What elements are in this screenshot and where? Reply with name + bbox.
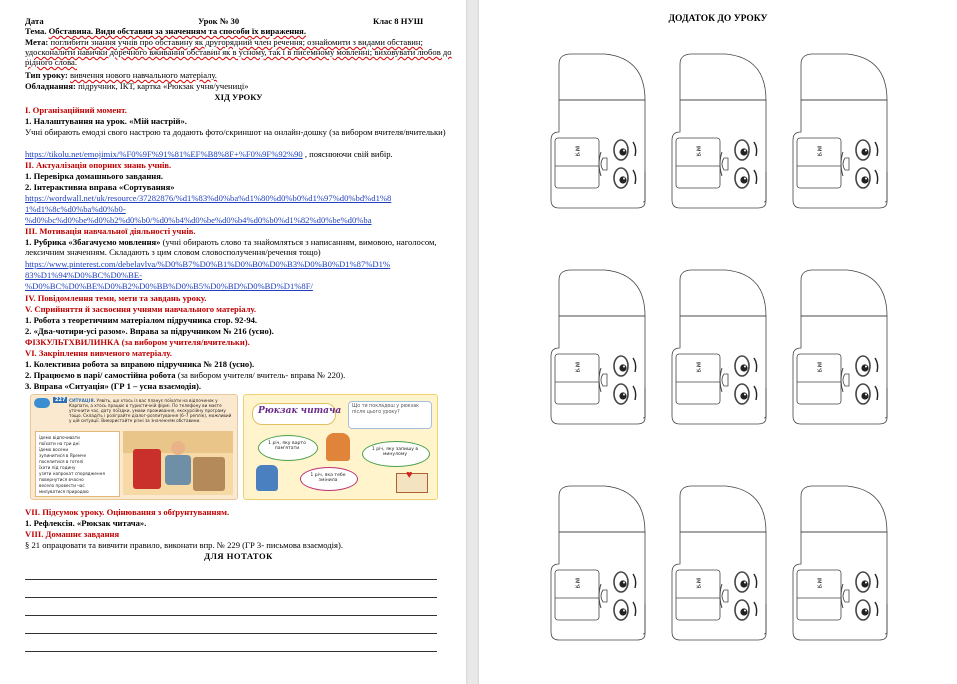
note-line <box>25 651 437 652</box>
phrase-list <box>35 431 120 497</box>
topic-text: Обставина. Види обставин за значенням та способи їх вираження. <box>48 26 306 36</box>
traveler-photo <box>123 431 233 495</box>
section-2-heading: ІІ. Актуалізація опорних знань учнів. <box>25 160 172 170</box>
topic-line: Тема. Обставина. Види обставин за значенням та способи їх вираження. <box>25 26 306 36</box>
note-line <box>25 615 437 616</box>
lesson-plan-page <box>0 0 466 684</box>
section-1-link-line: https://tikolu.net/emojimix/%F0%9F%91%81%EF%B8%8F+%F0%9F%92%90 , пояснюючи свій вибір. <box>25 149 393 159</box>
pinterest-link-2[interactable]: 83%D1%94%D0%BC%D0%BE- <box>25 270 142 280</box>
name-label: ІМ'Я <box>694 145 701 157</box>
phrase-item: поїхати на три дні <box>39 441 80 446</box>
section-1-text: Учні обирають емодзі свого настрою та додають фото/скриншот на онлайн-дошку (за вибором вчителя/вчительки) <box>25 127 446 137</box>
goal-paragraph: Мета: поглибити знання учнів про обставину як другорядний член речення; ознайомити з видами обставин; удосконалити навички доречного вживання обставин як в усному, так і в писемному мовленні; виховувати любов до рідного слова. <box>25 37 452 67</box>
backpack-template <box>662 52 769 210</box>
bubble-remember: 1 річ, яку варто пам'ятати <box>268 441 306 451</box>
backpack-template <box>662 268 769 426</box>
backpack-template <box>662 484 769 642</box>
name-label: ІМ'Я <box>815 577 822 589</box>
suitcase-icon <box>133 449 161 489</box>
name-label: ІМ'Я <box>694 361 701 373</box>
pinterest-link-1[interactable]: https://www.pinterest.com/debelavlva/%D0%B7%D0%B1%D0%B0%D0%B3%D0%B0%D1%87%D1% <box>25 259 391 269</box>
emoji-link[interactable]: https://tikolu.net/emojimix/%F0%9F%91%81%EF%B8%8F+%F0%9F%92%90 <box>25 149 303 159</box>
name-label: ІМ'Я <box>573 577 580 589</box>
section-7-item-1: 1. Рефлексія. «Рюкзак читача». <box>25 518 147 528</box>
lesson-number: Урок № 30 <box>198 16 240 26</box>
backpack-icon <box>256 465 278 491</box>
appendix-title: ДОДАТОК ДО УРОКУ <box>668 14 768 24</box>
wordwall-link-3[interactable]: %d0%bc%d0%be%d0%b2%d0%b0/%d0%b4%d0%be%d0%b4%d0%b0%d1%82%d0%be%d0%ba <box>25 215 372 225</box>
phrase-item: поселитися в готелі <box>39 459 84 464</box>
name-label: ІМ'Я <box>573 361 580 373</box>
section-6-item-1: 1. Колективна робота за вправою підручника № 218 (усно). <box>25 359 255 369</box>
section-5-item-1: 1. Робота з теоретичним матеріалом підручника стор. 92-94. <box>25 315 258 325</box>
backpack-template <box>541 268 648 426</box>
wordwall-link-2[interactable]: 1%d1%8c%d0%ba%d0%b0- <box>25 204 126 214</box>
section-2-item-1: 1. Перевірка домашнього завдання. <box>25 171 164 181</box>
class-label: Клас 8 НУШ <box>373 16 424 26</box>
wordwall-link-1[interactable]: https://wordwall.net/uk/resource/37282876/%d1%83%d0%ba%d1%80%d0%b0%d1%97%d0%bd%d1%8 <box>25 193 392 203</box>
phrase-item: узяти напрокат спорядження <box>39 471 105 476</box>
backpack-template <box>783 52 890 210</box>
backpack-orange-icon <box>326 433 350 461</box>
phrase-item: зупинитися в Яремче <box>39 453 87 458</box>
note-line <box>25 597 437 598</box>
appendix-page <box>479 0 957 684</box>
goal-text: поглибити знання учнів про обставину як другорядний член речення; ознайомити з видами обставин; удосконалити навички доречного вживання обставин як в усному, так і в писемному мовленні; виховувати любов до рідного слова. <box>25 37 452 67</box>
pinterest-link-3[interactable]: %D0%BC%D0%BE%D0%B2%D0%BB%D0%B5%D0%BD%D0%BD%D1%8F/ <box>25 281 313 291</box>
phrase-item: їдемо відпочивати <box>39 435 80 440</box>
note-line <box>25 579 437 580</box>
section-3-paragraph: 1. Рубрика «Збагачуємо мовлення» (учні обирають слово та знайомляться з написанням, вимовою, наголосом, лексичним значенням. Складають з цим словом словосполучення/речення тощо) <box>25 237 437 257</box>
card-title: Рюкзак читача <box>258 406 342 416</box>
section-2-item-2: 2. Інтерактивна вправа «Сортування» <box>25 182 175 192</box>
card-question: Що ти покладеш у рюкзак після цього уроку? <box>352 404 420 415</box>
lesson-type-line: Тип уроку: вивчення нового навчального матеріалу. <box>25 70 217 80</box>
name-label: ІМ'Я <box>694 577 701 589</box>
backpack-template <box>541 484 648 642</box>
date-label: Дата <box>25 16 44 26</box>
section-8-heading: VIII. Домашнє завдання <box>25 529 120 539</box>
situation-text: СИТУАЦІЯ. Уявіть, що хтось із вас планує поїхати на відпочинок у Карпати, а хтось працює в туристичній фірмі. По телефону ви маєте уточнити час, дату поїздки, умови проживання, екскурсійну програму тощо. Складіть і розіграйте діалог-розпитування (6–7 реплік), можливий у цій ситуації. Використайте різні за значенням обставини. <box>69 398 232 423</box>
phrase-item: милуватися природою <box>39 489 89 494</box>
phrase-item: весело провести час <box>39 483 85 488</box>
section-5-item-2: 2. «Два-чотири-усі разом». Вправа за підручником № 216 (усно). <box>25 326 274 336</box>
header-row <box>25 16 452 26</box>
megaphone-icon <box>34 398 50 408</box>
name-label: ІМ'Я <box>815 145 822 157</box>
bubble-write: 1 річ, яку запишу в минулому <box>371 447 419 457</box>
backpack-template <box>541 52 648 210</box>
section-4-heading: IV. Повідомлення теми, мети та завдань уроку. <box>25 293 207 303</box>
note-line <box>25 633 437 634</box>
section-7-heading: VII. Підсумок уроку. Оцінювання з обґрунтуванням. <box>25 507 230 517</box>
section-3-heading: ІІІ. Мотивація навчальної діяльності учнів. <box>25 226 196 236</box>
section-1-heading: І. Організаційний момент. <box>25 105 127 115</box>
notes-title: ДЛЯ НОТАТОК <box>204 551 273 561</box>
phrase-item: їдемо восени <box>39 447 69 452</box>
phrase-item: повернутися вчасно <box>39 477 84 482</box>
backpack-template <box>783 268 890 426</box>
backpack-template <box>783 484 890 642</box>
bubble-changed: 1 річ, яка тебе змінила <box>310 473 346 483</box>
name-label: ІМ'Я <box>573 145 580 157</box>
homework-text: § 21 опрацювати та вивчити правило, виконати впр. № 229 (ГР 3- письмова взаємодія). <box>25 540 343 550</box>
section-6-item-2: 2. Працюємо в парі/ самостійна робота (за вибором учителя/ вчитель- вправа № 220). <box>25 370 346 380</box>
section-1-item-1: 1. Налаштування на урок. «Мій настрій». <box>25 116 187 126</box>
section-6-heading: VI. Закріплення вивченого матеріалу. <box>25 348 172 358</box>
reader-backpack-card: Рюкзак читача Що ти покладеш у рюкзак після цього уроку? 1 річ, яку варто пам'ятати 1 річ, яку запишу в минулому 1 річ, яка тебе змінила ♥ <box>243 394 438 500</box>
fizkultkhvylynka: ФІЗКУЛЬТХВИЛИНКА (за вибором учителя/вчительки). <box>25 337 250 347</box>
exercise-number: 227 <box>55 397 66 403</box>
course-title: ХІД УРОКУ <box>214 92 263 102</box>
equipment-line: Обладнання: підручник, ІКТ, картка «Рюкзак учня/учениці» <box>25 81 249 91</box>
section-5-heading: V. Сприйняття й засвоєння учнями навчального матеріалу. <box>25 304 256 314</box>
situation-exercise-card <box>30 394 238 500</box>
phrase-item: їхати під годину <box>39 465 76 470</box>
name-label: ІМ'Я <box>815 361 822 373</box>
section-6-item-3: 3. Вправа «Ситуація» (ГР 1 – усна взаємодія). <box>25 381 202 391</box>
